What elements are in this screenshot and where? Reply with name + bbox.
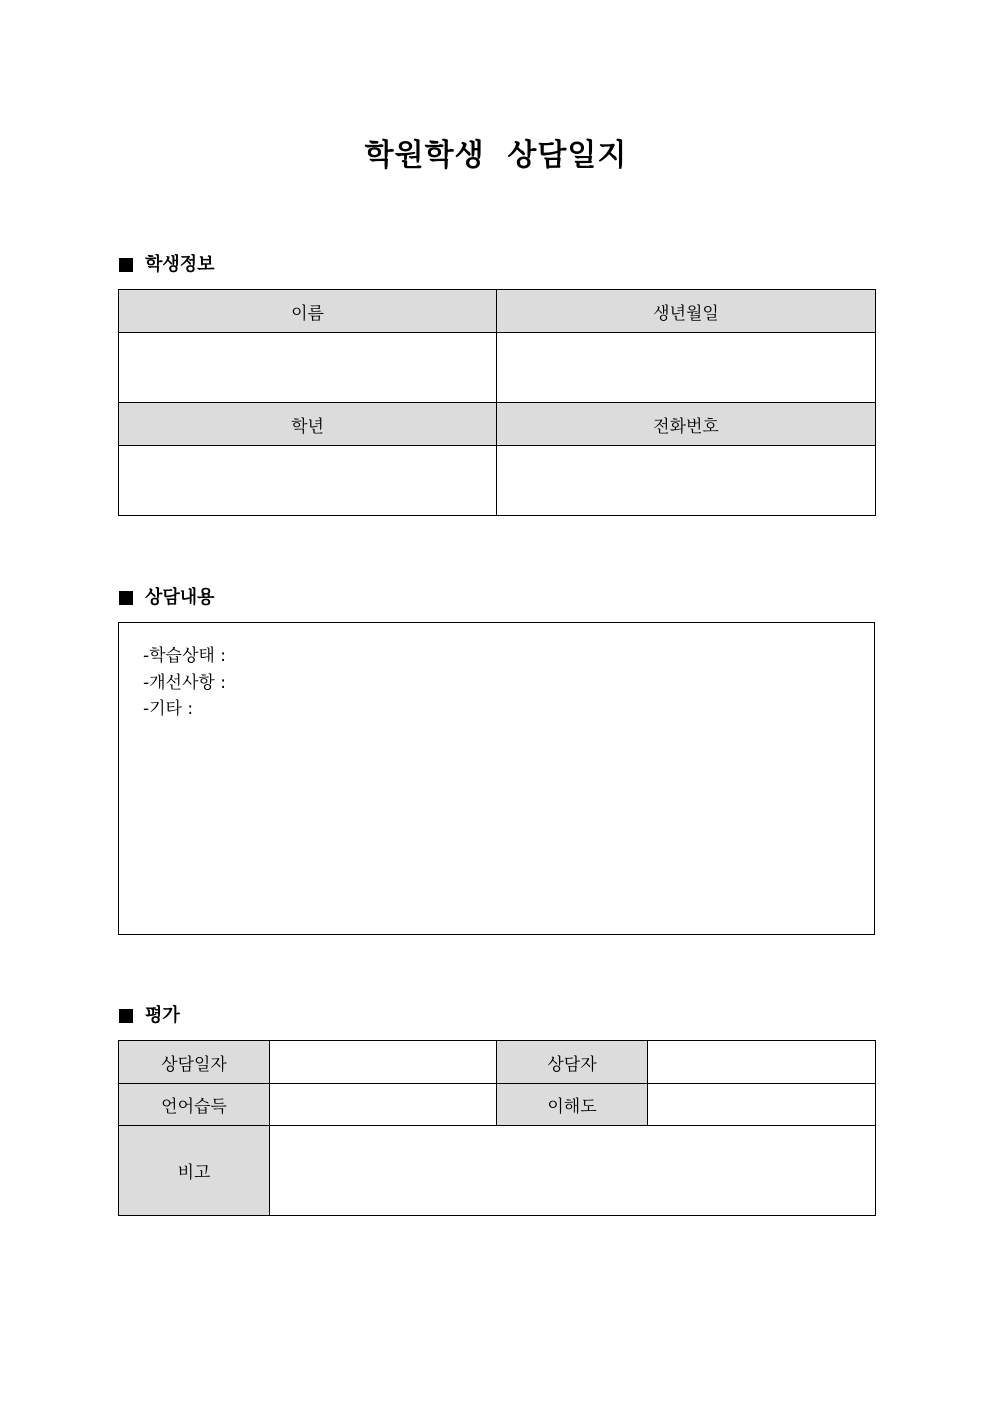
date-field[interactable] [270,1041,497,1084]
birth-field[interactable] [497,333,876,403]
phone-field[interactable] [497,446,876,516]
counseling-content-box[interactable] [118,622,875,935]
counseling-lines [143,643,226,723]
square-bullet-icon [119,591,133,605]
table-row [119,403,876,446]
remarks-field[interactable] [270,1126,876,1216]
other-line: -기타 : [143,699,194,719]
grade-field[interactable] [119,446,497,516]
study-status-line: -학습상태 : [143,646,226,666]
table-row [119,1084,876,1126]
counselor-label: 상담자 [497,1041,648,1084]
evaluation-table [118,1040,876,1216]
square-bullet-icon [119,1009,133,1023]
phone-label: 전화번호 [497,403,876,446]
table-row [119,446,876,516]
evaluation-heading-label: 평가 [145,1005,180,1026]
table-row [119,333,876,403]
date-label: 상담일자 [119,1041,270,1084]
student-info-heading-label: 학생정보 [145,254,215,275]
counseling-heading-label: 상담내용 [145,587,215,608]
table-row [119,290,876,333]
table-row [119,1126,876,1216]
counseling-heading [119,586,215,610]
document-title: 학원학생 상담일지 [364,138,628,173]
square-bullet-icon [119,258,133,272]
counselor-field[interactable] [648,1041,876,1084]
improvements-line: -개선사항 : [143,672,226,693]
birth-label: 생년월일 [497,290,876,333]
name-field[interactable] [119,333,497,403]
language-label: 언어습득 [119,1084,270,1126]
table-row [119,1041,876,1084]
name-label: 이름 [119,290,497,333]
grade-label: 학년 [119,403,497,446]
understanding-label: 이해도 [497,1084,648,1126]
student-info-table [118,289,876,516]
understanding-field[interactable] [648,1084,876,1126]
language-field[interactable] [270,1084,497,1126]
evaluation-heading [119,1004,180,1028]
remarks-label: 비고 [119,1126,270,1216]
student-info-heading [119,253,215,277]
